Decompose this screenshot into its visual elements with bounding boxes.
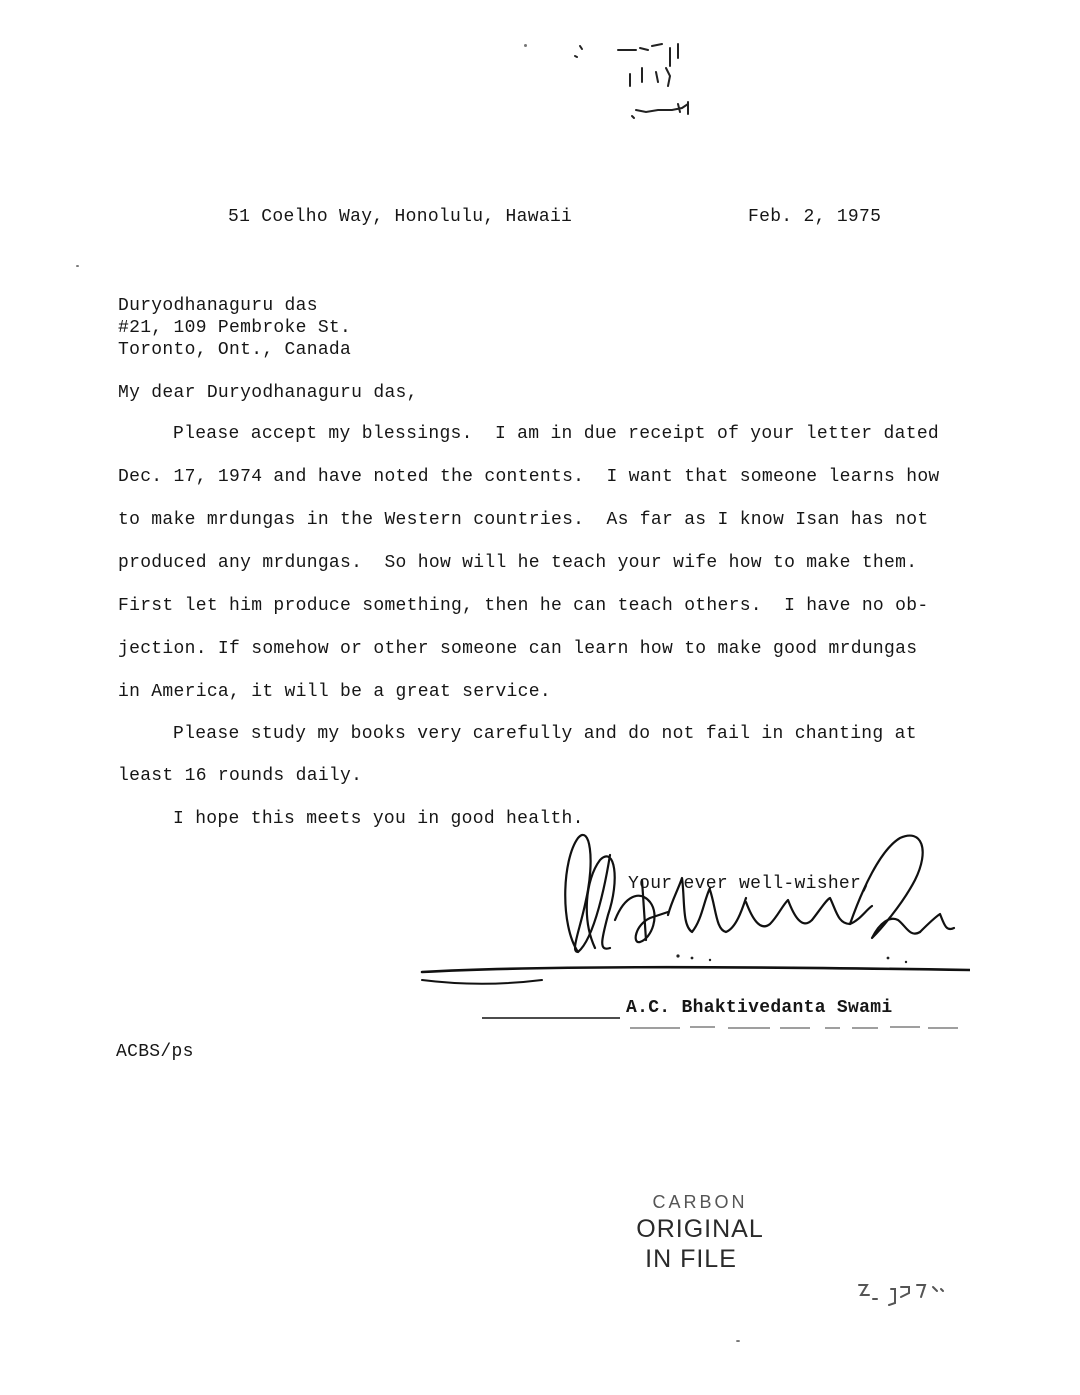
body-line: jection. If somehow or other someone can learn how to make good mrdungas <box>118 639 918 659</box>
stamp-carbon-text: CARBON <box>652 1192 748 1212</box>
body-line: to make mrdungas in the Western countries. As far as I know Isan has not <box>118 510 929 530</box>
typist-initials: ACBS/ps <box>116 1042 194 1062</box>
recipient-street: #21, 109 Pembroke St. <box>118 318 352 338</box>
sender-address: 51 Coelho Way, Honolulu, Hawaii <box>228 207 573 227</box>
corner-stamp-mark <box>855 1275 950 1315</box>
paper-speck <box>736 1340 740 1342</box>
stamp-original-text: ORIGINAL <box>636 1215 764 1243</box>
body-line: Please study my books very carefully and do not fail in chanting at <box>173 724 917 744</box>
received-stamp-mark <box>570 38 745 128</box>
body-line: least 16 rounds daily. <box>118 766 363 786</box>
letter-date: Feb. 2, 1975 <box>748 207 882 227</box>
closing: Your ever well-wisher, <box>628 874 873 894</box>
paper-speck <box>524 44 527 47</box>
body-line: Dec. 17, 1974 and have noted the contents. I want that someone learns how <box>118 467 940 487</box>
recipient-name: Duryodhanaguru das <box>118 296 318 316</box>
body-line: produced any mrdungas. So how will he teach your wife how to make them. <box>118 553 918 573</box>
salutation: My dear Duryodhanaguru das, <box>118 383 418 403</box>
original-in-file-stamp <box>625 1190 775 1290</box>
body-line: in America, it will be a great service. <box>118 682 551 702</box>
body-line: I hope this meets you in good health. <box>173 809 584 829</box>
body-line: First let him produce something, then he can teach others. I have no ob- <box>118 596 929 616</box>
body-line: Please accept my blessings. I am in due receipt of your letter dated <box>173 424 940 444</box>
signature-name: A.C. Bhaktivedanta Swami <box>626 998 893 1018</box>
stamp-in-file-text: IN FILE <box>645 1245 737 1273</box>
recipient-city: Toronto, Ont., Canada <box>118 340 352 360</box>
paper-speck <box>76 265 79 267</box>
